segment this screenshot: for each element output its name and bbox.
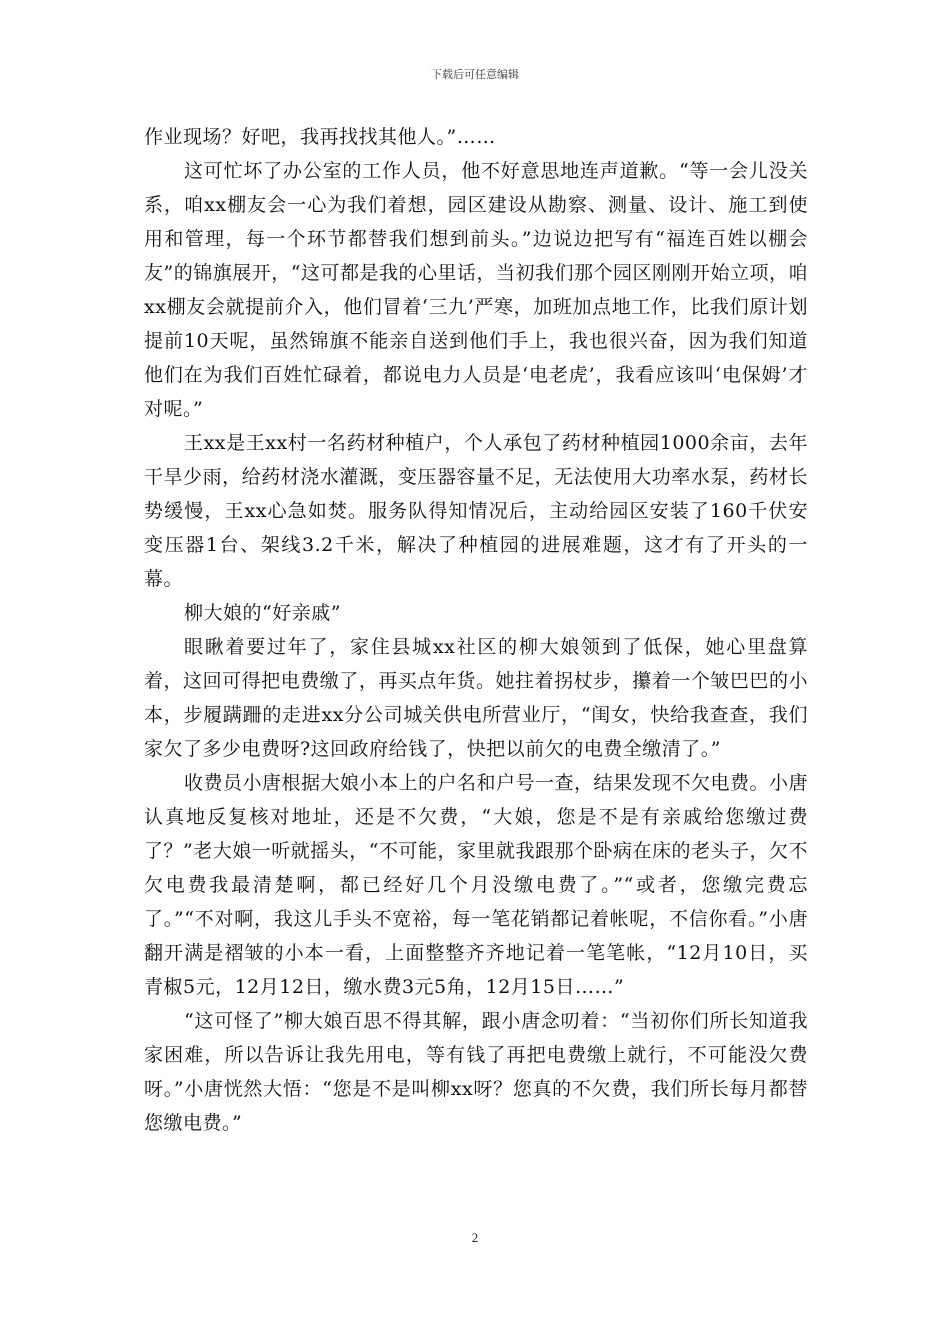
section-heading: 柳大娘的“好亲戚” (184, 602, 341, 624)
paragraph: 作业现场？好吧，我再找找其他人。”…… (144, 126, 496, 148)
paragraph: 眼瞅着要过年了，家住县城xx社区的柳大娘领到了低保，她心里盘算着，这回可得把电费缴了，再买点年货。她拄着拐杖步，攥着一个皱巴巴的小本，步履蹒跚的走进xx分公司城关供电所营业厅，“闺女，快给我查查，我们家欠了多少电费呀?这回政府给钱了，快把以前欠的电费全缴清了。” (144, 636, 808, 760)
paragraph: 王xx是王xx村一名药材种植户，个人承包了药材种植园1000余亩，去年干旱少雨，给药材浇水灌溉，变压器容量不足，无法使用大功率水泵，药材长势缓慢，王xx心急如焚。服务队得知情况后，主动给园区安装了160千伏安变压器1台、架线3.2千米，解决了种植园的进展难题，这才有了开头的一幕。 (144, 432, 808, 590)
paragraph: 收费员小唐根据大娘小本上的户名和户号一查，结果发现不欠电费。小唐认真地反复核对地址，还是不欠费，“大娘，您是不是有亲戚给您缴过费了？”老大娘一听就摇头，“不可能，家里就我跟那个卧病在床的老头子，欠不欠电费我最清楚啊，都已经好几个月没缴电费了。”“或者，您缴完费忘了。”“不对啊，我这儿手头不宽裕，每一笔花销都记着帐呢，不信你看。”小唐翻开满是褶皱的小本一看，上面整整齐齐地记着一笔笔帐，“12月10日，买青椒5元，12月12日，缴水费3元5角，12月15日……” (144, 772, 809, 998)
paragraph: “这可怪了”柳大娘百思不得其解，跟小唐念叨着：“当初你们所长知道我家困难，所以告诉让我先用电，等有钱了再把电费缴上就行，不可能没欠费呀。”小唐恍然大悟：“您是不是叫柳xx呀？您真的不欠费，我们所长每月都替您缴电费。” (144, 1010, 808, 1134)
paragraph: 这可忙坏了办公室的工作人员，他不好意思地连声道歉。“等一会儿没关系，咱xx棚友会一心为我们着想，园区建设从勘察、测量、设计、施工到使用和管理，每一个环节都替我们想到前头。”边说边把写有“福连百姓以棚会友”的锦旗展开，“这可都是我的心里话，当初我们那个园区刚刚开始立项，咱xx棚友会就提前介入，他们冒着‘三九’严寒，加班加点地工作，比我们原计划提前10天呢，虽然锦旗不能亲自送到他们手上，我也很兴奋，因为我们知道他们在为我们百姓忙碌着，都说电力人员是‘电老虎’，我看应该叫‘电保姆’才对呢。” (144, 160, 808, 420)
page-number: 2 (471, 1230, 479, 1245)
document-body (144, 120, 808, 1140)
page-header: 下载后可任意编辑 (431, 68, 519, 81)
